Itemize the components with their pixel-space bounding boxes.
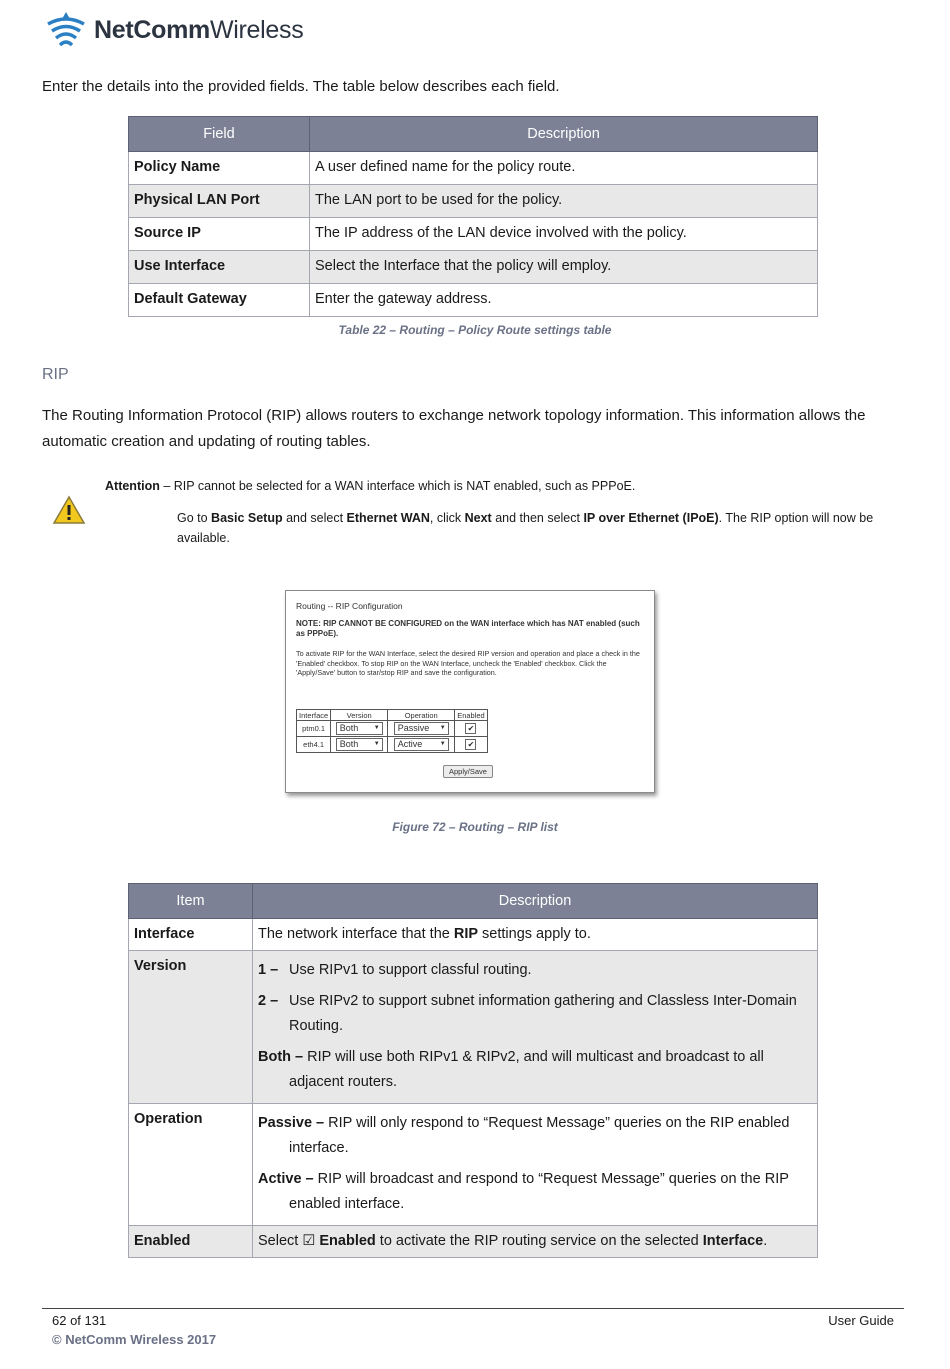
desc-text: to activate the RIP routing service on the selected xyxy=(375,1233,703,1249)
desc-bold: Enabled xyxy=(315,1233,376,1249)
field-cell: Use Interface xyxy=(129,251,310,284)
attention-note xyxy=(105,479,635,493)
table-row xyxy=(129,185,818,218)
interface-cell: eth4.1 xyxy=(297,737,331,753)
table-row xyxy=(129,251,818,284)
version-select[interactable]: Both ▼ xyxy=(336,738,383,751)
warning-icon xyxy=(52,495,86,525)
desc-bold: Active – xyxy=(258,1171,314,1187)
page-number: 62 of 131 xyxy=(52,1313,107,1328)
netcomm-logo xyxy=(44,10,303,50)
version-select[interactable]: Both ▼ xyxy=(336,722,383,735)
desc-text: RIP will use both RIPv1 & RIPv2, and will multicast and broadcast to all xyxy=(303,1049,764,1065)
checkbox-icon: ☑ xyxy=(302,1233,316,1249)
table-row xyxy=(129,1104,818,1226)
description-cell: Select the Interface that the policy will employ. xyxy=(310,251,818,284)
field-cell: Operation xyxy=(129,1104,253,1226)
table-row xyxy=(297,737,488,753)
description-cell: A user defined name for the policy route. xyxy=(310,152,818,185)
screenshot-instructions: To activate RIP for the WAN Interface, select the desired RIP version and operation and place a check in the 'Enabled' checkbox. To stop RIP on the WAN Interface, uncheck the 'Enabled' checkbox. Click the 'Apply/Save' button to star/stop RIP and save the configuration. xyxy=(296,649,640,678)
intro-text: Enter the details into the provided fields. The table below describes each field. xyxy=(42,78,560,95)
copyright: © NetComm Wireless 2017 xyxy=(52,1332,217,1347)
policy-route-table xyxy=(128,116,818,317)
attention-text: – RIP cannot be selected for a WAN interface which is NAT enabled, such as PPPoE. xyxy=(159,479,636,493)
field-cell: Version xyxy=(129,951,253,1104)
operation-select[interactable]: Passive ▼ xyxy=(394,722,449,735)
goto-text: Go to xyxy=(177,511,212,525)
interface-cell: ptm0.1 xyxy=(297,721,331,737)
goto-ipoe: IP over Ethernet (IPoE) xyxy=(583,511,719,525)
desc-text: adjacent routers. xyxy=(289,1074,398,1090)
col-version: Version xyxy=(331,710,388,721)
apply-save-button[interactable]: Apply/Save xyxy=(443,765,493,778)
desc-text: RIP will broadcast and respond to “Request Message” queries on the RIP xyxy=(313,1171,789,1187)
table2-header-item: Item xyxy=(129,884,253,919)
logo-light-text: Wireless xyxy=(209,15,304,44)
desc-text: . xyxy=(763,1233,768,1249)
description-cell xyxy=(253,1226,818,1258)
desc-text: The network interface that the xyxy=(258,926,454,942)
operation-select[interactable]: Active ▼ xyxy=(394,738,449,751)
field-cell: Default Gateway xyxy=(129,284,310,317)
field-cell: Interface xyxy=(129,919,253,951)
enabled-checkbox[interactable]: ✔ xyxy=(465,739,476,750)
rip-config-screenshot xyxy=(285,590,655,793)
figure-caption: Figure 72 – Routing – RIP list xyxy=(392,820,558,834)
field-cell: Source IP xyxy=(129,218,310,251)
desc-text: RIP will only respond to “Request Message” queries on the RIP enabled xyxy=(324,1115,790,1131)
description-cell xyxy=(253,919,818,951)
description-cell: Enter the gateway address. xyxy=(310,284,818,317)
desc-text: Use RIPv1 to support classful routing. xyxy=(289,962,532,978)
desc-text: interface. xyxy=(289,1140,349,1156)
description-cell xyxy=(253,1104,818,1226)
desc-bold: Both – xyxy=(258,1049,304,1065)
goto-text: and then select xyxy=(491,511,584,525)
col-enabled: Enabled xyxy=(455,710,488,721)
desc-bold: RIP xyxy=(453,926,479,942)
version-num: 2 – xyxy=(258,993,279,1009)
rip-item-table xyxy=(128,883,818,1258)
attention-label: Attention xyxy=(105,479,160,493)
table-row xyxy=(129,218,818,251)
goto-text: . The RIP option will now be available. xyxy=(177,511,874,545)
enabled-checkbox[interactable]: ✔ xyxy=(465,723,476,734)
screenshot-title: Routing -- RIP Configuration xyxy=(296,601,403,611)
table1-header-field: Field xyxy=(129,117,310,152)
rip-paragraph: The Routing Information Protocol (RIP) allows routers to exchange network topology information. This information allows the automatic creation and updating of routing tables. xyxy=(42,407,866,450)
table2-header-description: Description xyxy=(253,884,818,919)
goto-text: , click xyxy=(429,511,465,525)
desc-bold: Interface xyxy=(702,1233,764,1249)
table-row xyxy=(129,284,818,317)
version-num: 1 – xyxy=(258,962,279,978)
field-cell: Policy Name xyxy=(129,152,310,185)
desc-text: enabled interface. xyxy=(289,1196,405,1212)
user-guide-label: User Guide xyxy=(828,1313,894,1328)
rip-heading: RIP xyxy=(42,366,69,383)
goto-instructions xyxy=(177,508,877,548)
rip-config-table xyxy=(296,709,488,753)
field-cell: Physical LAN Port xyxy=(129,185,310,218)
table-row xyxy=(297,721,488,737)
table-row xyxy=(129,919,818,951)
goto-next: Next xyxy=(464,511,492,525)
screenshot-note: NOTE: RIP CANNOT BE CONFIGURED on the WAN interface which has NAT enabled (such as PPPoE). xyxy=(296,619,640,638)
footer-divider xyxy=(42,1308,904,1309)
desc-bold: Passive – xyxy=(258,1115,325,1131)
goto-ethernet-wan: Ethernet WAN xyxy=(346,511,430,525)
description-cell: The LAN port to be used for the policy. xyxy=(310,185,818,218)
desc-text: settings apply to. xyxy=(478,926,591,942)
table1-header-description: Description xyxy=(310,117,818,152)
table-row xyxy=(129,1226,818,1258)
desc-text: Routing. xyxy=(289,1018,344,1034)
logo-bold-text: NetComm xyxy=(94,15,210,44)
wifi-logo-icon xyxy=(44,10,88,50)
description-cell xyxy=(253,951,818,1104)
field-cell: Enabled xyxy=(129,1226,253,1258)
col-operation: Operation xyxy=(388,710,455,721)
goto-basic-setup: Basic Setup xyxy=(211,511,283,525)
description-cell: The IP address of the LAN device involved with the policy. xyxy=(310,218,818,251)
table-row xyxy=(129,951,818,1104)
desc-text: Select xyxy=(258,1233,303,1249)
table1-caption: Table 22 – Routing – Policy Route settings table xyxy=(338,323,612,337)
goto-text: and select xyxy=(282,511,347,525)
desc-text: Use RIPv2 to support subnet information gathering and Classless Inter-Domain xyxy=(289,993,797,1009)
col-interface: Interface xyxy=(297,710,331,721)
table-row xyxy=(129,152,818,185)
